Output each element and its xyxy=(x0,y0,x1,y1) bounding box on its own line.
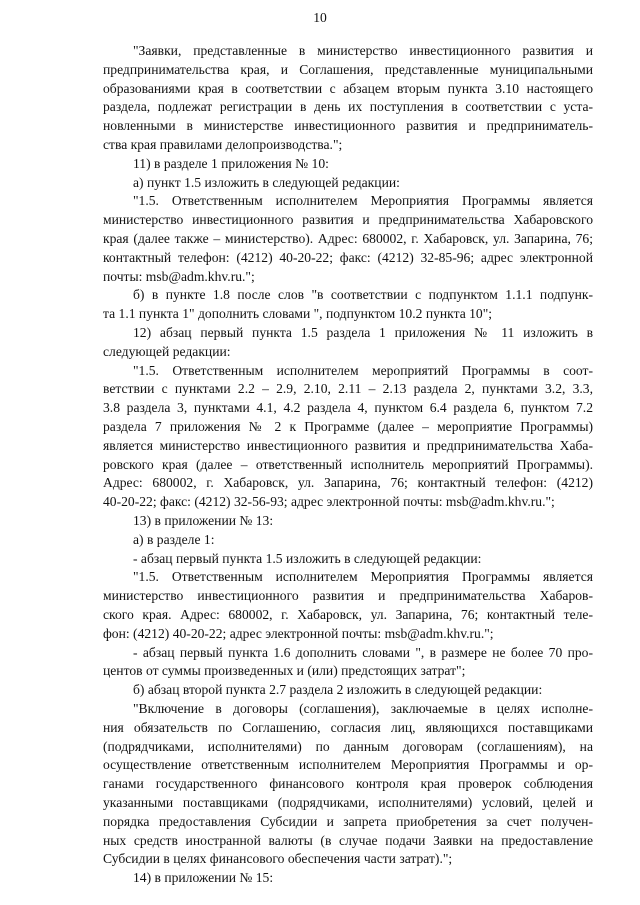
text-line: 12) абзац первый пункта 1.5 раздела 1 приложения № 11 изложить в xyxy=(133,325,593,340)
text-line: "Включение в договоры (соглашения), заключаемые в целях исполне- xyxy=(133,701,593,716)
page-number: 10 xyxy=(313,10,327,25)
text-line: образованиями края в соответствии с абзацем вторым пункта 3.10 настоящего xyxy=(103,80,593,96)
text-line: контактный телефон: (4212) 40-20-22; факс: (4212) 32-85-96; адрес электронной xyxy=(103,249,593,265)
text-line: 11) в разделе 1 приложения № 10: xyxy=(133,155,329,171)
text-line: б) в пункте 1.8 после слов "в соответствии с подпунктом 1.1.1 подпунк- xyxy=(133,287,593,303)
text-line: ния обязательств по Соглашению, согласия лиц, являющихся поставщиками xyxy=(103,719,593,735)
text-line: является министерство инвестиционного развития и предпринимательства Хаба- xyxy=(103,437,593,453)
text-line: порядка предоставления Субсидии и запрета приобретения за счет получен- xyxy=(103,813,593,829)
text-line: 40-20-22; факс: (4212) 32-56-93; адрес электронной почты: msb@adm.khv.ru."; xyxy=(103,494,555,510)
text-line: а) в разделе 1: xyxy=(133,531,215,547)
text-line: 14) в приложении № 15: xyxy=(133,870,274,886)
text-line: фон: (4212) 40-20-22; адрес электронной почты: msb@adm.khv.ru."; xyxy=(103,625,494,641)
text-line: министерство инвестиционного развития и предпринимательства Хабаровского xyxy=(103,212,593,228)
text-line: почты: msb@adm.khv.ru."; xyxy=(103,268,255,284)
text-line: раздела, подлежат регистрации в день их поступления в соответствии с уста- xyxy=(103,99,593,115)
text-line: ветствии с пунктами 2.2 – 2.9, 2.10, 2.11 – 2.13 раздела 2, пунктами 3.2, 3.3, xyxy=(103,381,593,397)
text-line: - абзац первый пункта 1.6 дополнить словами ", в размере не более 70 про- xyxy=(133,644,593,660)
text-line: Адрес: 680002, г. Хабаровск, ул. Запарина, 76; контактный телефон: (4212) xyxy=(103,475,593,491)
text-line: та 1.1 пункта 1" дополнить словами ", подпунктом 10.2 пункта 10"; xyxy=(103,306,493,322)
text-line: новленными в министерстве инвестиционного развития и предприниматель- xyxy=(103,118,593,134)
text-line: - абзац первый пункта 1.5 изложить в следующей редакции: xyxy=(133,550,482,566)
text-line: указанными поставщиками (подрядчиками, исполнителями) условий, целей и xyxy=(103,795,593,810)
text-line: центов от суммы произведенных и (или) предстоящих затрат"; xyxy=(103,663,466,679)
text-line: ганами государственного финансового контроля края проверок соблюдения xyxy=(103,776,593,792)
text-line: ского края. Адрес: 680002, г. Хабаровск, ул. Запарина, 76; контактный теле- xyxy=(103,607,593,622)
text-line: а) пункт 1.5 изложить в следующей редакции: xyxy=(133,174,400,190)
text-line: Субсидии в целях финансового обеспечения части затрат)."; xyxy=(103,851,453,867)
text-line: министерство инвестиционного развития и предпринимательства Хабаров- xyxy=(103,588,593,604)
text-line: "Заявки, представленные в министерство инвестиционного развития и xyxy=(133,43,593,58)
text-line: ства края правилами делопроизводства."; xyxy=(103,137,343,152)
text-line: "1.5. Ответственным исполнителем Мероприятия Программы является xyxy=(133,569,593,585)
text-line: 3.8 раздела 3, пунктами 4.1, 4.2 раздела 4, пунктом 6.4 раздела 6, пунктом 7.2 xyxy=(103,400,593,416)
text-line: "1.5. Ответственным исполнителем Мероприятия Программы является xyxy=(133,193,593,209)
text-line: ровского края (далее – ответственный исполнитель мероприятий Программы). xyxy=(103,456,593,472)
text-line: (подрядчиками, исполнителями) по данным договорам (соглашениям), на xyxy=(103,738,593,754)
text-line: б) абзац второй пункта 2.7 раздела 2 изложить в следующей редакции: xyxy=(133,682,543,698)
text-line: следующей редакции: xyxy=(103,343,231,359)
text-line: предпринимательства края, и Соглашения, представленные муниципальными xyxy=(103,61,593,77)
text-line: 13) в приложении № 13: xyxy=(133,513,274,528)
text-line: "1.5. Ответственным исполнителем мероприятий Программы в соот- xyxy=(133,362,593,378)
text-line: края (далее также – министерство). Адрес: 680002, г. Хабаровск, ул. Запарина, 76; xyxy=(103,231,593,246)
text-line: ных средств иностранной валюты (в случае подачи Заявки на предоставление xyxy=(103,832,593,848)
text-line: осуществление ответственным исполнителем Мероприятия Программы и ор- xyxy=(103,757,593,773)
text-line: раздела 7 приложения № 2 к Программе (далее – мероприятие Программы) xyxy=(103,419,593,434)
